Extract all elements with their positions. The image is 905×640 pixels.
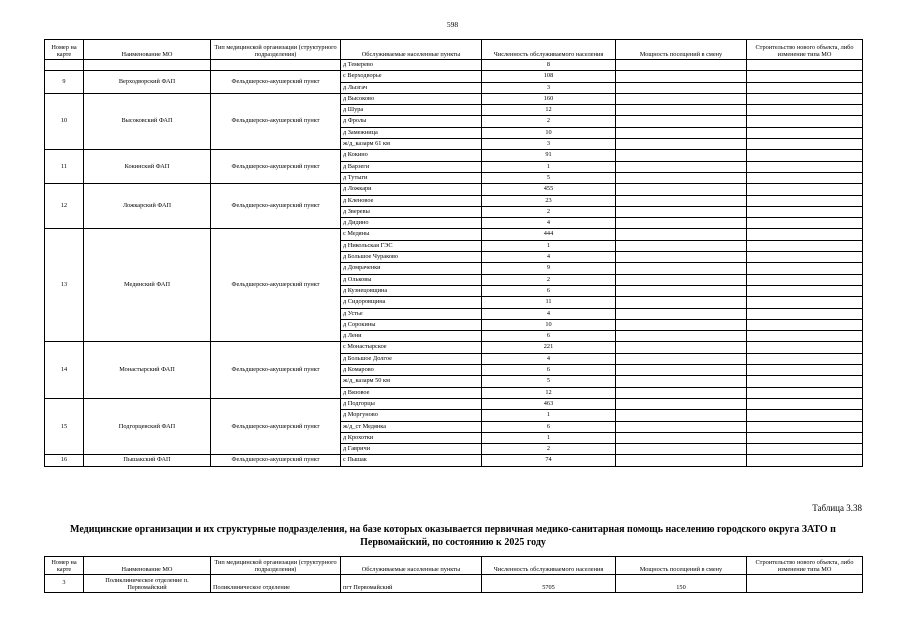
col-header-num: Номер на карте xyxy=(45,40,84,60)
construction-cell xyxy=(747,105,863,116)
header-row xyxy=(45,40,863,60)
settlement-cell: д Большое Чураково xyxy=(341,252,482,263)
construction-cell xyxy=(747,432,863,443)
construction-cell xyxy=(747,353,863,364)
capacity-cell xyxy=(616,387,747,398)
settlement-cell: д Сорокины xyxy=(341,319,482,330)
capacity-cell xyxy=(616,206,747,217)
construction-cell xyxy=(747,93,863,104)
capacity-cell xyxy=(616,116,747,127)
mo-cell: Кокинский ФАП xyxy=(84,150,211,184)
population-cell: 8 xyxy=(482,60,616,71)
settlement-cell: с Пышак xyxy=(341,455,482,466)
col-header-settlements: Обслуживаемые населенные пункты xyxy=(341,40,482,60)
settlement-cell: д Домраченки xyxy=(341,263,482,274)
construction-cell xyxy=(747,575,863,593)
population-cell: 74 xyxy=(482,455,616,466)
population-cell: 6 xyxy=(482,365,616,376)
construction-cell xyxy=(747,150,863,161)
population-cell: 221 xyxy=(482,342,616,353)
population-cell: 2 xyxy=(482,444,616,455)
settlement-cell: д Сидоровщина xyxy=(341,297,482,308)
settlement-cell: д Большое Долгое xyxy=(341,353,482,364)
capacity-cell xyxy=(616,319,747,330)
capacity-cell xyxy=(616,263,747,274)
construction-cell xyxy=(747,218,863,229)
construction-cell xyxy=(747,184,863,195)
population-cell: 2 xyxy=(482,206,616,217)
polyclinic-table xyxy=(44,556,863,593)
capacity-cell xyxy=(616,331,747,342)
population-cell: 3 xyxy=(482,139,616,150)
population-cell: 463 xyxy=(482,398,616,409)
population-cell: 1 xyxy=(482,410,616,421)
population-cell: 1 xyxy=(482,240,616,251)
mo-cell: Мединский ФАП xyxy=(84,229,211,342)
population-cell: 455 xyxy=(482,184,616,195)
construction-cell xyxy=(747,240,863,251)
mo-cell: Верходворский ФАП xyxy=(84,71,211,94)
settlement-cell: д Тутыги xyxy=(341,172,482,183)
population-cell: 5 xyxy=(482,376,616,387)
type-cell: Фельдшерско-акушерский пункт xyxy=(211,71,341,94)
construction-cell xyxy=(747,82,863,93)
capacity-cell xyxy=(616,285,747,296)
settlement-cell: ж/д_казарм 50 км xyxy=(341,376,482,387)
population-cell: 6 xyxy=(482,285,616,296)
settlement-cell: д Темерево xyxy=(341,60,482,71)
col-header-construction: Строительство нового объекта, либо изменение типа МО xyxy=(747,557,863,575)
construction-cell xyxy=(747,139,863,150)
num-cell: 15 xyxy=(45,398,84,454)
population-cell: 1 xyxy=(482,432,616,443)
table-row xyxy=(45,93,863,104)
col-header-num: Номер на карте xyxy=(45,557,84,575)
population-cell: 9 xyxy=(482,263,616,274)
col-header-settlements: Обслуживаемые населенные пункты xyxy=(341,557,482,575)
num-cell: 13 xyxy=(45,229,84,342)
population-cell: 4 xyxy=(482,353,616,364)
population-cell: 91 xyxy=(482,150,616,161)
construction-cell xyxy=(747,116,863,127)
settlement-cell: д Гавричи xyxy=(341,444,482,455)
capacity-cell xyxy=(616,365,747,376)
population-cell: 5705 xyxy=(482,575,616,593)
num-cell: 9 xyxy=(45,71,84,94)
settlement-cell: д Шура xyxy=(341,105,482,116)
settlement-cell: д Устье xyxy=(341,308,482,319)
construction-cell xyxy=(747,127,863,138)
table-row xyxy=(45,60,863,71)
construction-cell xyxy=(747,206,863,217)
col-header-population: Численность обслуживаемого населения xyxy=(482,557,616,575)
settlement-cell: д Кузнецовщина xyxy=(341,285,482,296)
num-cell: 14 xyxy=(45,342,84,398)
settlement-cell: д Кленовое xyxy=(341,195,482,206)
construction-cell xyxy=(747,297,863,308)
settlement-cell: ж/д_ст Медянка xyxy=(341,421,482,432)
capacity-cell xyxy=(616,297,747,308)
page-number: 598 xyxy=(446,20,459,29)
population-cell: 10 xyxy=(482,127,616,138)
capacity-cell xyxy=(616,82,747,93)
settlement-cell: д Варзеги xyxy=(341,161,482,172)
construction-cell xyxy=(747,195,863,206)
capacity-cell xyxy=(616,252,747,263)
col-header-mo: Наименование МО xyxy=(84,40,211,60)
population-cell: 5 xyxy=(482,172,616,183)
capacity-cell xyxy=(616,139,747,150)
num-cell: 11 xyxy=(45,150,84,184)
table-row xyxy=(45,455,863,466)
capacity-cell xyxy=(616,432,747,443)
construction-cell xyxy=(747,342,863,353)
settlement-cell: д Лени xyxy=(341,331,482,342)
type-cell: Поликлиническое отделение xyxy=(211,575,341,593)
num-cell: 16 xyxy=(45,455,84,466)
table-row xyxy=(45,398,863,409)
population-cell: 2 xyxy=(482,116,616,127)
table-row xyxy=(45,229,863,240)
population-cell: 10 xyxy=(482,319,616,330)
table-row xyxy=(45,184,863,195)
construction-cell xyxy=(747,421,863,432)
settlement-cell: д Кокино xyxy=(341,150,482,161)
capacity-cell xyxy=(616,240,747,251)
population-cell: 3 xyxy=(482,82,616,93)
capacity-cell xyxy=(616,455,747,466)
col-header-capacity: Мощность посещений в смену xyxy=(616,40,747,60)
construction-cell xyxy=(747,319,863,330)
table-row xyxy=(45,342,863,353)
col-header-mo: Наименование МО xyxy=(84,557,211,575)
capacity-cell xyxy=(616,150,747,161)
population-cell: 6 xyxy=(482,331,616,342)
capacity-cell xyxy=(616,421,747,432)
construction-cell xyxy=(747,410,863,421)
table-row xyxy=(45,575,863,593)
settlement-cell: с Верходворье xyxy=(341,71,482,82)
population-cell: 1 xyxy=(482,161,616,172)
population-cell: 6 xyxy=(482,421,616,432)
capacity-cell xyxy=(616,342,747,353)
capacity-cell xyxy=(616,229,747,240)
construction-cell xyxy=(747,263,863,274)
construction-cell xyxy=(747,161,863,172)
capacity-cell xyxy=(616,93,747,104)
construction-cell xyxy=(747,229,863,240)
population-cell: 11 xyxy=(482,297,616,308)
capacity-cell xyxy=(616,398,747,409)
settlement-cell: с Медяны xyxy=(341,229,482,240)
settlement-cell: д Ложкари xyxy=(341,184,482,195)
num-cell: 3 xyxy=(45,575,84,593)
capacity-cell xyxy=(616,308,747,319)
construction-cell xyxy=(747,398,863,409)
construction-cell xyxy=(747,376,863,387)
type-cell: Фельдшерско-акушерский пункт xyxy=(211,229,341,342)
population-cell: 4 xyxy=(482,252,616,263)
mo-cell: Высоковский ФАП xyxy=(84,93,211,149)
settlement-cell: д Лызгач xyxy=(341,82,482,93)
construction-cell xyxy=(747,387,863,398)
capacity-cell xyxy=(616,376,747,387)
capacity-cell xyxy=(616,172,747,183)
settlement-cell: д Зверевы xyxy=(341,206,482,217)
capacity-cell xyxy=(616,161,747,172)
type-cell: Фельдшерско-акушерский пункт xyxy=(211,184,341,229)
settlement-cell: д Моргуново xyxy=(341,410,482,421)
population-cell: 108 xyxy=(482,71,616,82)
table-caption: Таблица 3.38 xyxy=(812,503,862,513)
col-header-capacity: Мощность посещений в смену xyxy=(616,557,747,575)
capacity-cell xyxy=(616,353,747,364)
capacity-cell xyxy=(616,105,747,116)
population-cell: 4 xyxy=(482,308,616,319)
population-cell: 160 xyxy=(482,93,616,104)
population-cell: 12 xyxy=(482,105,616,116)
construction-cell xyxy=(747,308,863,319)
population-cell: 444 xyxy=(482,229,616,240)
mo-cell: Подгорцевский ФАП xyxy=(84,398,211,454)
col-header-population: Численность обслуживаемого населения xyxy=(482,40,616,60)
construction-cell xyxy=(747,331,863,342)
population-cell: 2 xyxy=(482,274,616,285)
section-title: Медицинские организации и их структурные подразделения, на базе которых оказывается первичная медико-санитарная помощь населению городского округа ЗАТО п Первомайский, по состоянию к 2025 году xyxy=(70,524,836,548)
mo-cell: Поликлиническое отделение п. Первомайский xyxy=(84,575,211,593)
construction-cell xyxy=(747,71,863,82)
settlement-cell: д Вязовое xyxy=(341,387,482,398)
capacity-cell xyxy=(616,195,747,206)
capacity-cell xyxy=(616,71,747,82)
settlement-cell: д Замежница xyxy=(341,127,482,138)
num-cell: 10 xyxy=(45,93,84,149)
settlement-cell: ж/д_казарм 61 км xyxy=(341,139,482,150)
construction-cell xyxy=(747,274,863,285)
construction-cell xyxy=(747,172,863,183)
settlement-cell: д Высоково xyxy=(341,93,482,104)
capacity-cell xyxy=(616,274,747,285)
facilities-table xyxy=(44,39,863,467)
construction-cell xyxy=(747,365,863,376)
population-cell: 23 xyxy=(482,195,616,206)
type-cell: Фельдшерско-акушерский пункт xyxy=(211,150,341,184)
table-row xyxy=(45,71,863,82)
settlement-cell: д Комарово xyxy=(341,365,482,376)
type-cell: Фельдшерско-акушерский пункт xyxy=(211,342,341,398)
type-cell: Фельдшерско-акушерский пункт xyxy=(211,93,341,149)
mo-cell: Пышакский ФАП xyxy=(84,455,211,466)
col-header-type: Тип медицинской организации (структурного подразделения) xyxy=(211,40,341,60)
type-cell: Фельдшерско-акушерский пункт xyxy=(211,398,341,454)
settlement-cell: д Дидино xyxy=(341,218,482,229)
settlement-cell: д Крохотки xyxy=(341,432,482,443)
capacity-cell xyxy=(616,218,747,229)
type-cell: Фельдшерско-акушерский пункт xyxy=(211,455,341,466)
col-header-construction: Строительство нового объекта, либо изменение типа МО xyxy=(747,40,863,60)
settlement-cell: д Никольская ГЭС xyxy=(341,240,482,251)
mo-cell: Ложкарский ФАП xyxy=(84,184,211,229)
population-cell: 12 xyxy=(482,387,616,398)
num-cell: 12 xyxy=(45,184,84,229)
construction-cell xyxy=(747,285,863,296)
capacity-cell xyxy=(616,184,747,195)
col-header-type: Тип медицинской организации (структурного подразделения) xyxy=(211,557,341,575)
construction-cell xyxy=(747,444,863,455)
settlement-cell: д Ольковы xyxy=(341,274,482,285)
construction-cell xyxy=(747,252,863,263)
capacity-cell xyxy=(616,410,747,421)
capacity-cell: 150 xyxy=(616,575,747,593)
settlement-cell: д Фролы xyxy=(341,116,482,127)
capacity-cell xyxy=(616,127,747,138)
capacity-cell xyxy=(616,444,747,455)
settlement-cell: д Подгорцы xyxy=(341,398,482,409)
construction-cell xyxy=(747,455,863,466)
population-cell: 4 xyxy=(482,218,616,229)
table-row xyxy=(45,150,863,161)
mo-cell: Монастырский ФАП xyxy=(84,342,211,398)
header-row xyxy=(45,557,863,575)
settlement-cell: пгт Первомайский xyxy=(341,575,482,593)
settlement-cell: с Монастырское xyxy=(341,342,482,353)
